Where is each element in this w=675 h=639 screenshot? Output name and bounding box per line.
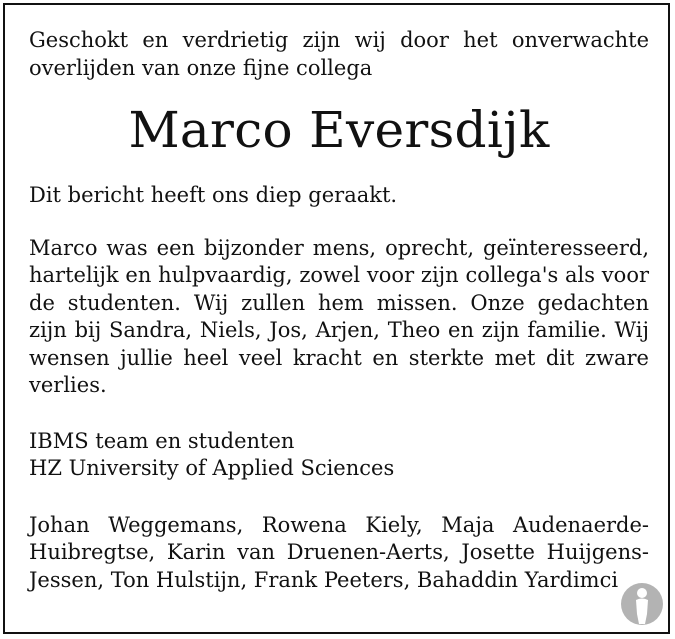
sender-block [29,428,649,483]
condolence-notice [29,27,649,594]
intro-text: Geschokt en verdrietig zijn wij door het onverwachte overlijden van onze fijne collega [29,28,649,80]
signatories-list: Johan Weggemans, Rowena Kiely, Maja Audenaerde-Huibregtse, Karin van Druenen-Aerts, Josette Huijgens-Jessen, Ton Hulstijn, Frank Peeters, Bahaddin Yardimci [29,512,649,592]
deceased-name: Marco Eversdijk [128,101,550,159]
sender-institution: HZ University of Applied Sciences [29,456,395,480]
tribute-paragraph: Marco was een bijzonder mens, oprecht, geïnteresseerd, hartelijk en hulpvaardig, zowel voor zijn collega's als voor de studenten. Wij zullen hem missen. Onze gedachten zijn bij Sandra, Niels, Jos, Arjen, Theo en zijn familie. Wij wensen jullie heel veel kracht en sterkte met dit zware verlies. [29,235,649,397]
short-message: Dit bericht heeft ons diep geraakt. [29,183,398,207]
memorial-figure-icon [620,580,664,628]
sender-team: IBMS team en studenten [29,428,295,453]
